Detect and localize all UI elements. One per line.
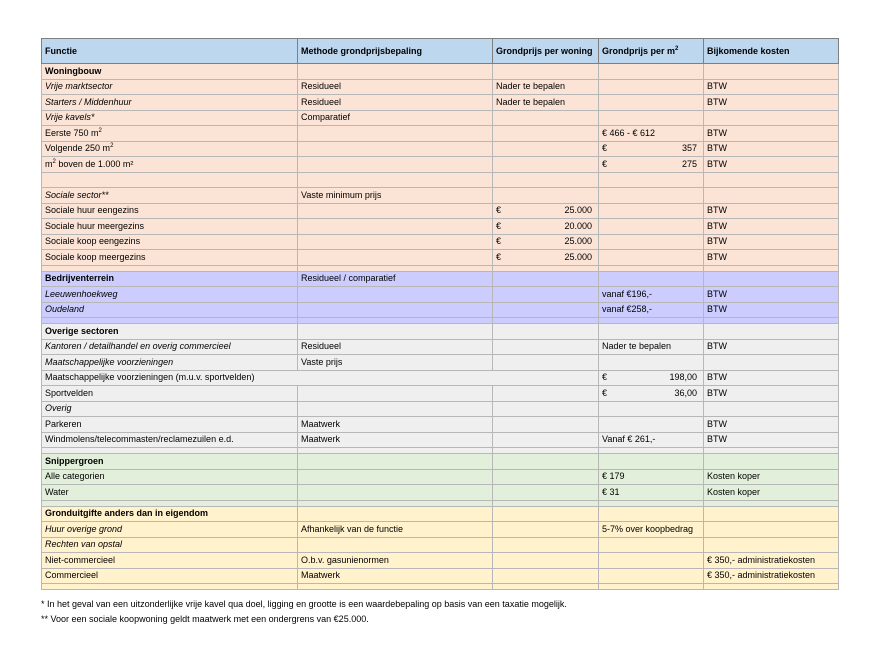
row-label: Sociale huur meergezins (42, 219, 298, 235)
row-woning: € 25.000 (493, 250, 599, 266)
header-per-woning: Grondprijs per woning (493, 39, 599, 64)
row-label: Oudeland (42, 302, 298, 318)
row-m2: € 466 - € 612 (599, 126, 704, 142)
row-m2: € 31 (599, 485, 704, 501)
row-kosten: BTW (704, 432, 839, 448)
row-m2: Vanaf € 261,- (599, 432, 704, 448)
row-m2: € 357 (599, 141, 704, 157)
row-m2: € 36,00 (599, 386, 704, 402)
table-row (42, 250, 839, 266)
row-label: Kantoren / detailhandel en overig commercieel (42, 339, 298, 355)
row-methode: Afhankelijk van de functie (298, 522, 493, 538)
table-row (42, 417, 839, 433)
section-title: Overige sectoren (42, 324, 298, 340)
table-row (42, 287, 839, 303)
row-methode: Maatwerk (298, 568, 493, 584)
table-row (42, 401, 839, 417)
table-row (42, 302, 839, 318)
row-kosten: Kosten koper (704, 485, 839, 501)
section-title: Bedrijventerrein (42, 271, 298, 287)
row-m2: vanaf €196,- (599, 287, 704, 303)
section-bedrijventerrein (42, 271, 839, 287)
row-kosten: BTW (704, 126, 839, 142)
table-row (42, 203, 839, 219)
header-per-m2: Grondprijs per $m^2$ (599, 39, 704, 64)
row-label: Windmolens/telecommasten/reclamezuilen e.d. (42, 432, 298, 448)
table-row (42, 95, 839, 111)
row-methode: Residueel / comparatief (298, 271, 493, 287)
row-label: Overig (42, 401, 298, 417)
section-title: Snippergroen (42, 454, 298, 470)
row-label: Sociale huur eengezins (42, 203, 298, 219)
grondprijzen-table (41, 38, 839, 590)
row-kosten: BTW (704, 79, 839, 95)
row-methode: Maatwerk (298, 432, 493, 448)
row-label: Sociale koop eengezins (42, 234, 298, 250)
row-label: Sociale koop meergezins (42, 250, 298, 266)
section-title: Gronduitgifte anders dan in eigendom (42, 506, 298, 522)
row-methode: Vaste minimum prijs (298, 188, 493, 204)
table-row (42, 553, 839, 569)
row-woning: € 25.000 (493, 203, 599, 219)
row-label: Rechten van opstal (42, 537, 298, 553)
row-m2: € 198,00 (599, 370, 704, 386)
row-label: Volgende 250 $m^2$ (42, 141, 298, 157)
table-row (42, 568, 839, 584)
row-label: Vrije marktsector (42, 79, 298, 95)
row-kosten: BTW (704, 302, 839, 318)
row-methode: O.b.v. gasunienormen (298, 553, 493, 569)
row-label: Starters / Middenhuur (42, 95, 298, 111)
row-methode: Comparatief (298, 110, 493, 126)
row-methode: Vaste prijs (298, 355, 493, 371)
row-kosten: BTW (704, 386, 839, 402)
header-bijkomend: Bijkomende kosten (704, 39, 839, 64)
row-kosten: BTW (704, 417, 839, 433)
row-kosten: BTW (704, 141, 839, 157)
table-row (42, 141, 839, 157)
row-label: Alle categorien (42, 469, 298, 485)
table-row (42, 537, 839, 553)
row-methode: Maatwerk (298, 417, 493, 433)
row-label: Vrije kavels* (42, 110, 298, 126)
row-kosten: BTW (704, 339, 839, 355)
row-methode: Residueel (298, 95, 493, 111)
row-m2: vanaf €258,- (599, 302, 704, 318)
row-label: Huur overige grond (42, 522, 298, 538)
row-kosten: Kosten koper (704, 469, 839, 485)
table-row (42, 219, 839, 235)
footnotes (41, 597, 567, 627)
row-label: Commercieel (42, 568, 298, 584)
row-m2: Nader te bepalen (599, 339, 704, 355)
row-kosten: BTW (704, 95, 839, 111)
row-label: $m^2$ boven de 1.000 m² (42, 157, 298, 173)
table-row (42, 79, 839, 95)
section-snippergroen (42, 454, 839, 470)
table-row (42, 126, 839, 142)
row-label: Parkeren (42, 417, 298, 433)
header-functie: Functie (42, 39, 298, 64)
row-label: Eerste 750 $m^2$ (42, 126, 298, 142)
row-woning: Nader te bepalen (493, 79, 599, 95)
table-row (42, 469, 839, 485)
row-methode: Residueel (298, 79, 493, 95)
row-label: Maatschappelijke voorzieningen (42, 355, 298, 371)
table-row (42, 485, 839, 501)
table-row (42, 188, 839, 204)
header-methode: Methode grondprijsbepaling (298, 39, 493, 64)
row-kosten: € 350,- administratiekosten (704, 553, 839, 569)
table-row (42, 339, 839, 355)
footnote-2: ** Voor een sociale koopwoning geldt maatwerk met een ondergrens van €25.000. (41, 614, 369, 624)
table-row (42, 432, 839, 448)
row-kosten: BTW (704, 203, 839, 219)
row-methode: Residueel (298, 339, 493, 355)
row-m2: 5-7% over koopbedrag (599, 522, 704, 538)
table-row (42, 157, 839, 173)
section-title: Woningbouw (42, 64, 298, 80)
table-row (42, 110, 839, 126)
row-label: Sportvelden (42, 386, 298, 402)
spacer-row (42, 584, 839, 590)
row-kosten: € 350,- administratiekosten (704, 568, 839, 584)
table-row (42, 522, 839, 538)
row-kosten: BTW (704, 370, 839, 386)
row-kosten: BTW (704, 250, 839, 266)
row-kosten: BTW (704, 219, 839, 235)
section-gronduitgifte (42, 506, 839, 522)
table-row (42, 355, 839, 371)
table-row (42, 234, 839, 250)
empty-row (42, 172, 839, 188)
row-m2: € 179 (599, 469, 704, 485)
table-row (42, 386, 839, 402)
row-label: Maatschappelijke voorzieningen (m.u.v. sportvelden) (42, 370, 599, 386)
row-kosten: BTW (704, 234, 839, 250)
footnote-1: * In het geval van een uitzonderlijke vrije kavel qua doel, ligging en grootte is een waardebepaling op basis van een taxatie mogelijk. (41, 599, 567, 609)
row-woning: Nader te bepalen (493, 95, 599, 111)
row-woning: € 25.000 (493, 234, 599, 250)
row-kosten: BTW (704, 287, 839, 303)
row-label: Sociale sector** (42, 188, 298, 204)
row-woning: € 20.000 (493, 219, 599, 235)
row-label: Water (42, 485, 298, 501)
row-m2: € 275 (599, 157, 704, 173)
table-row (42, 370, 839, 386)
row-label: Leeuwenhoekweg (42, 287, 298, 303)
section-overige-sectoren (42, 324, 839, 340)
row-label: Niet-commercieel (42, 553, 298, 569)
table-header-row (42, 39, 839, 64)
row-kosten: BTW (704, 157, 839, 173)
section-woningbouw (42, 64, 839, 80)
